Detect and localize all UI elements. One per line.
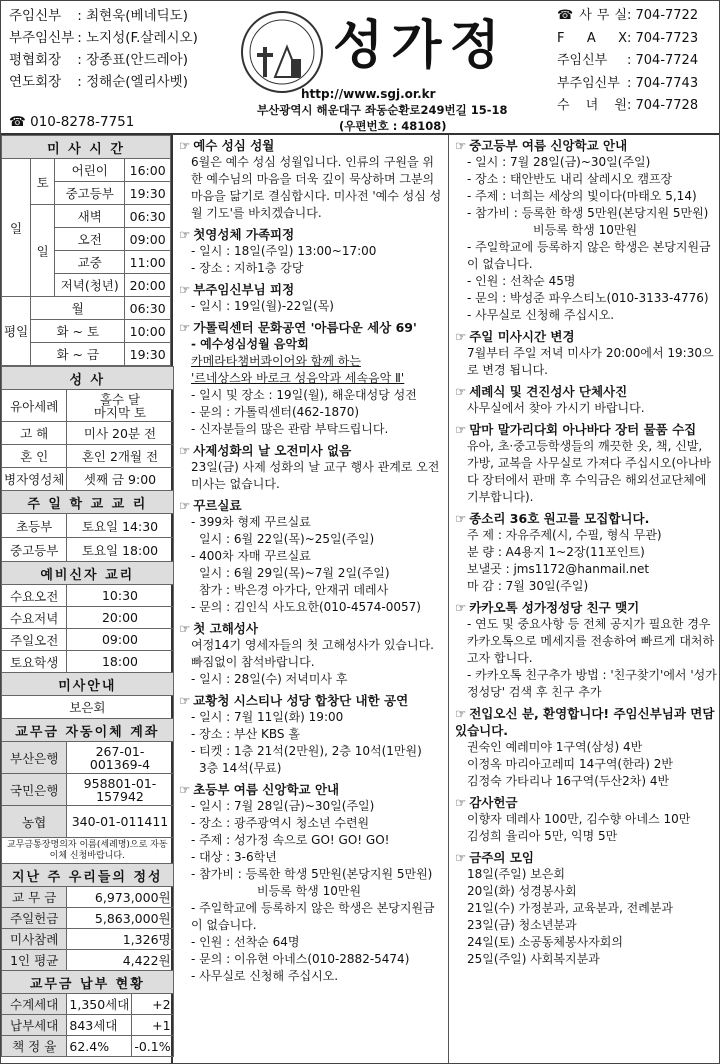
notice-line: 24일(토) 소공동체봉사자회의 — [467, 935, 623, 949]
notice-line: - 일시 및 장소 : 19일(월), 해운대성당 성전 — [191, 388, 417, 402]
notice-line: 23일(금) 사제 성화의 날 교구 행사 관계로 오전미사는 없습니다. — [191, 460, 440, 491]
mass-row: 월 — [31, 297, 125, 320]
pointing-hand-icon: ☞ — [455, 422, 467, 437]
notice-title-text: 감사헌금 — [469, 795, 518, 810]
pointing-hand-icon: ☞ — [179, 782, 191, 797]
contact-label: ☎ 사 무 실 — [557, 8, 627, 23]
tithe-cell: +1 — [132, 1015, 173, 1036]
offering-cell: 주일헌금 — [2, 908, 67, 929]
church-address: 부산광역시 해운대구 좌동순환로249번길 15-18 — [257, 103, 508, 117]
sacrament-cell: 혼인 2개월 전 — [67, 445, 173, 468]
notice-line: 참가 : 박은경 아가다, 안재귀 데레사 — [199, 583, 389, 597]
mass-row: 교중 — [55, 251, 125, 274]
tithe-cell: 1,350세대 — [67, 994, 132, 1015]
staff-role: 평협회장 — [9, 52, 62, 68]
notice-line: - 예수성심성월 음악회 — [191, 337, 309, 351]
notice-title — [455, 383, 717, 400]
notice-line: - 사무실로 신청해 주십시오. — [191, 969, 339, 983]
tithe-cell: 62.4% — [67, 1036, 132, 1057]
notice-section — [179, 442, 444, 493]
notice-line: 21일(수) 가정분과, 교육분과, 전례분과 — [467, 901, 673, 915]
header-phone: ☎ 010-8278-7751 — [9, 114, 135, 130]
notice-line: - 주제 : 성가정 속으로 GO! GO! GO! — [191, 833, 390, 847]
notice-title — [179, 620, 444, 637]
offering-cell: 6,973,000원 — [67, 887, 173, 908]
contact-label: 수 녀 원 — [557, 98, 627, 113]
staff-name: 정해순(엘리사벳) — [86, 74, 188, 90]
offering-cell: 5,863,000원 — [67, 908, 173, 929]
catechumen-title: 예비신자 교리 — [2, 562, 174, 585]
mass-time: 10:00 — [125, 320, 171, 343]
notice-line: - 주일학교에 등록하지 않은 학생은 본당지원금이 없습니다. — [467, 240, 711, 271]
notice-line: 일시 : 6월 22일(목)~25일(주일) — [199, 532, 375, 546]
offering-title: 지난 주 우리들의 정성 — [2, 864, 174, 887]
contact-number: : 704-7722 — [627, 8, 699, 23]
notice-line: 권숙인 예레미야 1구역(삼성) 4반 — [467, 740, 643, 754]
staff-role: 부주임신부 — [9, 30, 75, 46]
tithe-title: 교무금 납부 현황 — [2, 971, 174, 994]
mass-guide-value: 보은회 — [2, 696, 174, 719]
sunday-school-cell: 토요일 14:30 — [67, 514, 173, 538]
notice-title-text: 카카오톡 성가정성당 친구 맺기 — [469, 600, 640, 615]
mass-row: 중고등부 — [55, 182, 125, 205]
notice-title-text: 전입오신 분, 환영합니다! 주임신부님과 면담 있습니다. — [455, 706, 715, 738]
left-column — [1, 135, 173, 1064]
notice-line: - 문의 : 이유현 아네스(010-2882-5474) — [191, 952, 410, 966]
catechumen-cell: 수요저녁 — [2, 607, 67, 629]
notice-section — [455, 849, 717, 968]
staff-name: 노지성(F.살레시오) — [86, 30, 198, 46]
catechumen-cell: 09:00 — [67, 629, 173, 651]
bank-cell: 농협 — [2, 806, 67, 838]
notice-line: 김성희 율리아 5만, 익명 5만 — [467, 829, 618, 843]
notice-section — [455, 383, 717, 417]
staff-role: 주임신부 — [9, 8, 62, 24]
offering-cell: 미사참례 — [2, 929, 67, 950]
info-tables — [1, 366, 174, 1057]
contact-label: 주임신부 — [557, 53, 608, 68]
tithe-cell: 수계세대 — [2, 994, 67, 1015]
mass-time: 11:00 — [125, 251, 171, 274]
contact-line — [557, 5, 717, 28]
catechumen-cell: 주일오전 — [2, 629, 67, 651]
notice-line: 7월부터 주일 저녁 미사가 20:00에서 19:30으로 변경 됩니다. — [467, 346, 714, 377]
notice-line: - 400차 자매 꾸르실료 — [191, 549, 311, 563]
staff-line: 평협회장 : 장종표(안드레아) — [9, 49, 249, 71]
notice-title — [455, 849, 717, 866]
sacrament-cell: 고 해 — [2, 422, 67, 445]
notice-section — [455, 705, 717, 790]
notice-title-text: 맘마 말가리다회 아나바다 장터 물품 수집 — [469, 422, 697, 437]
notice-title-text: 첫 고해성사 — [193, 621, 258, 636]
notice-line: - 참가비 : 등록한 학생 5만원(본당지원 5만원) — [191, 867, 433, 881]
mass-row: 어린이 — [55, 159, 125, 182]
bank-cell: 부산은행 — [2, 742, 67, 774]
catechumen-cell: 수요오전 — [2, 585, 67, 607]
notice-title — [179, 781, 444, 798]
pointing-hand-icon: ☞ — [179, 227, 191, 242]
notice-section — [179, 226, 444, 277]
notice-title — [179, 692, 444, 709]
mass-time: 19:30 — [125, 182, 171, 205]
notice-line: 3층 14석(무료) — [199, 761, 282, 775]
contact-label: F A X — [557, 30, 627, 46]
bulletin-title: 성가정 — [333, 15, 508, 76]
notice-line: 카메라타챔버콰이어와 함께 하는 — [191, 354, 361, 368]
notice-line: 사무실에서 찾아 가시기 바랍니다. — [467, 401, 645, 415]
notice-line: - 일시 : 7월 11일(화) 19:00 — [191, 710, 344, 724]
notice-line: 김정숙 가타리나 16구역(두산2차) 4반 — [467, 774, 670, 788]
notice-title — [179, 226, 444, 243]
notice-line: - 장소 : 광주광역시 청소년 수련원 — [191, 816, 370, 830]
notice-line: 비등록 학생 10만원 — [533, 223, 638, 237]
notice-line: - 일시 : 28일(수) 저녁미사 후 — [191, 672, 348, 686]
notice-title-text: 주일 미사시간 변경 — [469, 329, 575, 344]
sacrament-cell: 병자영성체 — [2, 468, 67, 491]
notice-line: - 인원 : 선착순 45명 — [467, 274, 576, 288]
pointing-hand-icon: ☞ — [455, 511, 467, 526]
offering-cell: 교 무 금 — [2, 887, 67, 908]
notice-line: 일시 : 6월 29일(목)~7월 2일(주일) — [199, 566, 390, 580]
notice-line: - 장소 : 지하1층 강당 — [191, 261, 304, 275]
notice-line: 이향자 데레사 100만, 김수향 아네스 10만 — [467, 812, 691, 826]
notice-line: - 일시 : 18일(주일) 13:00~17:00 — [191, 244, 377, 258]
notice-section — [455, 137, 717, 324]
mass-time: 20:00 — [125, 274, 171, 297]
notice-title-text: 초등부 여름 신앙학교 안내 — [193, 782, 340, 797]
contact-line — [557, 73, 717, 96]
sunday-school-title: 주 일 학 교 교 리 — [2, 491, 174, 514]
notice-title-text: 금주의 모임 — [469, 850, 534, 865]
pointing-hand-icon: ☞ — [179, 138, 191, 153]
notice-section — [455, 794, 717, 845]
notice-title — [455, 421, 717, 438]
pointing-hand-icon: ☞ — [455, 138, 467, 153]
mass-time: 06:30 — [125, 205, 171, 228]
catechumen-cell: 18:00 — [67, 651, 173, 673]
notice-section — [179, 137, 444, 222]
tithe-cell: 책 정 율 — [2, 1036, 67, 1057]
mass-schedule-table — [1, 135, 171, 366]
notice-line: - 티켓 : 1층 21석(2만원), 2층 10석(1만원) — [191, 744, 422, 758]
bank-cell: 958801-01- 157942 — [67, 774, 173, 806]
notice-line: - 주일학교에 등록하지 않은 학생은 본당지원금이 없습니다. — [191, 901, 435, 932]
notice-line: 23일(금) 청소년분과 — [467, 918, 577, 932]
notice-section — [455, 328, 717, 379]
notice-section — [179, 319, 444, 438]
mass-title: 미 사 시 간 — [2, 136, 171, 159]
mass-time: 09:00 — [125, 228, 171, 251]
notice-title — [179, 319, 444, 336]
sacrament-title: 성 사 — [2, 367, 174, 390]
notice-title — [179, 137, 444, 154]
catechumen-cell: 토요학생 — [2, 651, 67, 673]
notice-section — [455, 599, 717, 701]
mass-row: 화 ~ 금 — [31, 343, 125, 366]
mass-guide-title: 미사안내 — [2, 673, 174, 696]
pointing-hand-icon: ☞ — [455, 600, 467, 615]
notice-line: '르네상스와 바로크 성음악과 세속음악 Ⅱ' — [191, 371, 405, 385]
notice-title — [179, 281, 444, 298]
mass-time: 19:30 — [125, 343, 171, 366]
tithe-cell: -0.1% — [132, 1036, 173, 1057]
pointing-hand-icon: ☞ — [179, 282, 191, 297]
notice-title — [179, 442, 444, 459]
notice-line: - 문의 : 가톨릭센터(462-1870) — [191, 405, 360, 419]
pointing-hand-icon: ☞ — [179, 498, 191, 513]
notice-line: - 일시 : 7월 28일(금)~30일(주일) — [467, 155, 651, 169]
notice-line: - 카카오톡 친구추가 방법 : '친구찾기'에서 '성가정성당' 검색 후 친구 추가 — [467, 668, 717, 699]
pointing-hand-icon: ☞ — [455, 795, 467, 810]
offering-cell: 4,422원 — [67, 950, 173, 971]
pointing-hand-icon: ☞ — [179, 320, 191, 335]
notice-line: 유아, 초·중고등학생들의 깨끗한 옷, 책, 신발, 가방, 교복을 사무실로 가져다 주십시오(아나바다 장터에서 판매 후 수익금은 해외선교단체에 기부합니다). — [467, 439, 712, 504]
right-column — [451, 135, 720, 1064]
middle-column — [175, 135, 449, 1064]
sunday-school-cell: 토요일 18:00 — [67, 538, 173, 562]
sacrament-cell: 혼 인 — [2, 445, 67, 468]
mass-row: 화 ~ 토 — [31, 320, 125, 343]
notice-section — [179, 497, 444, 616]
notice-line: - 인원 : 선착순 64명 — [191, 935, 300, 949]
catechumen-cell: 10:30 — [67, 585, 173, 607]
notice-title-text: 가톨릭센터 문화공연 '아름다운 세상 69' — [193, 320, 417, 335]
contact-number: : 704-7723 — [627, 30, 699, 46]
sacrament-cell: 미사 20분 전 — [67, 422, 173, 445]
notice-line: 6월은 예수 성심 성월입니다. 인류의 구원을 위한 예수님의 마음을 더욱 깊이 묵상하며 그분의 마음을 닮기로 결심합시다. 미사전 '예수 성심 성월 기도'를 바치겠습니다. — [191, 155, 442, 220]
notice-line: - 사무실로 신청해 주십시오. — [467, 308, 615, 322]
contact-line — [557, 28, 717, 51]
sacrament-cell: 유아세례 — [2, 390, 67, 422]
notice-line: - 일시 : 19일(월)-22일(목) — [191, 299, 334, 313]
saturday-label: 토 — [31, 159, 55, 205]
notice-line: - 참가비 : 등록한 학생 5만원(본당지원 5만원) — [467, 206, 709, 220]
notice-line: 비등록 학생 10만원 — [257, 884, 362, 898]
contact-number: : 704-7728 — [627, 98, 699, 113]
notice-title — [455, 137, 717, 154]
staff-line: 부주임신부 : 노지성(F.살레시오) — [9, 27, 249, 49]
contact-number: : 704-7743 — [627, 75, 699, 91]
offering-cell: 1인 평균 — [2, 950, 67, 971]
notice-line: 마 감 : 7월 30일(주일) — [467, 579, 589, 593]
notice-line: - 일시 : 7월 28일(금)~30일(주일) — [191, 799, 375, 813]
notice-title-text: 꾸르실료 — [193, 498, 242, 513]
tithe-cell: +2 — [132, 994, 173, 1015]
notice-line: - 연도 및 중요사항 등 전체 공지가 필요한 경우 카카오톡으로 메세지를 전송하여 빠르게 대처하고자 합니다. — [467, 617, 715, 665]
offering-cell: 1,326명 — [67, 929, 173, 950]
bank-note: 교무금통장명의자 이름(세례명)으로 자동이체 신청바랍니다. — [2, 838, 174, 864]
notice-title-text: 중고등부 여름 신앙학교 안내 — [469, 138, 628, 153]
notice-title-text: 교황청 시스티나 성당 합창단 내한 공연 — [193, 693, 409, 708]
bank-cell: 267-01- 001369-4 — [67, 742, 173, 774]
notice-title-text: 종소리 36호 원고를 모집합니다. — [469, 511, 650, 526]
bank-cell: 340-01-011411 — [67, 806, 173, 838]
contact-line — [557, 95, 717, 118]
notice-line: - 문의 : 김인식 사도요한(010-4574-0057) — [191, 600, 421, 614]
notice-title-text: 부주임신부님 피정 — [193, 282, 295, 297]
notice-section — [455, 510, 717, 595]
staff-name: 최현욱(베네딕도) — [86, 8, 188, 24]
notice-title-text: 예수 성심 성월 — [193, 138, 275, 153]
header — [1, 1, 720, 135]
weekday-label: 평일 — [2, 297, 31, 366]
notice-line: 이정옥 마리아고레띠 14구역(한라) 2반 — [467, 757, 674, 771]
bank-cell: 국민은행 — [2, 774, 67, 806]
tithe-cell: 843세대 — [67, 1015, 132, 1036]
notice-title-text: 첫영성체 가족피정 — [193, 227, 295, 242]
notice-line: 25일(주일) 사회복지분과 — [467, 952, 600, 966]
notice-section — [179, 620, 444, 688]
mass-row: 새벽 — [55, 205, 125, 228]
mass-time: 06:30 — [125, 297, 171, 320]
notice-title — [455, 705, 717, 739]
notice-line: 20일(화) 성경봉사회 — [467, 884, 577, 898]
contact-number: : 704-7724 — [627, 53, 699, 68]
staff-line: 주임신부 : 최현욱(베네딕도) — [9, 5, 249, 27]
pointing-hand-icon: ☞ — [455, 384, 467, 399]
notice-line: - 장소 : 태안반도 내리 살레시오 캠프장 — [467, 172, 673, 186]
notice-line: - 399차 형제 꾸르실료 — [191, 515, 311, 529]
website-link[interactable]: http://www.sgj.or.kr — [301, 87, 436, 101]
notice-line: - 대상 : 3-6학년 — [191, 850, 277, 864]
bank-title: 교무금 자동이체 계좌 — [2, 719, 174, 742]
sunday-label: 일 — [2, 159, 31, 297]
pointing-hand-icon: ☞ — [455, 329, 467, 344]
notice-line: 분 량 : A4용지 1~2장(11포인트) — [467, 545, 645, 559]
notice-line: 여정14기 영세자들의 첫 고해성사가 있습니다. 빠짐없이 참석바랍니다. — [191, 638, 434, 669]
sunday-sub-label: 일 — [31, 205, 55, 297]
notice-title — [455, 599, 717, 616]
sunday-school-cell: 초등부 — [2, 514, 67, 538]
pointing-hand-icon: ☞ — [179, 693, 191, 708]
notice-title — [455, 328, 717, 345]
notice-section — [455, 421, 717, 506]
notice-title-text: 사제성화의 날 오전미사 없음 — [193, 443, 352, 458]
mass-time: 16:00 — [125, 159, 171, 182]
notice-section — [179, 781, 444, 985]
contact-label: 부주임신부 — [557, 75, 620, 91]
mass-row: 오전 — [55, 228, 125, 251]
notice-line: - 문의 : 박성준 파우스티노(010-3133-4776) — [467, 291, 709, 305]
notice-line: - 장소 : 부산 KBS 홀 — [191, 727, 300, 741]
pointing-hand-icon: ☞ — [455, 850, 467, 865]
notice-title — [179, 497, 444, 514]
pointing-hand-icon: ☞ — [179, 443, 191, 458]
notice-line: - 신자분들의 많은 관람 부탁드립니다. — [191, 422, 389, 436]
sacrament-cell: 홀수 달 마지막 토 — [67, 390, 173, 422]
staff-line: 연도회장 : 정해순(엘리사벳) — [9, 71, 249, 93]
mass-row: 저녁(청년) — [55, 274, 125, 297]
notice-title-text: 세례식 및 견진성사 단체사진 — [469, 384, 628, 399]
sacrament-cell: 셋째 금 9:00 — [67, 468, 173, 491]
church-logo-icon — [237, 7, 327, 97]
notice-line: 18일(주일) 보은회 — [467, 867, 565, 881]
notice-section — [179, 692, 444, 777]
staff-name: 장종표(안드레아) — [86, 52, 188, 68]
sunday-school-cell: 중고등부 — [2, 538, 67, 562]
notice-title — [455, 794, 717, 811]
staff-role: 연도회장 — [9, 74, 62, 90]
notice-title — [455, 510, 717, 527]
notice-line: - 주제 : 너희는 세상의 빛이다(마태오 5,14) — [467, 189, 697, 203]
zip-code: (우편번호 : 48108) — [339, 119, 447, 133]
contact-line — [557, 50, 717, 73]
notice-line: 주 제 : 자유주제(시, 수필, 형식 무관) — [467, 528, 662, 542]
tithe-cell: 납부세대 — [2, 1015, 67, 1036]
pointing-hand-icon: ☞ — [179, 621, 191, 636]
notice-section — [179, 281, 444, 315]
notice-line[interactable]: 보낼곳 : jms1172@hanmail.net — [467, 562, 650, 576]
pointing-hand-icon: ☞ — [455, 706, 467, 721]
catechumen-cell: 20:00 — [67, 607, 173, 629]
